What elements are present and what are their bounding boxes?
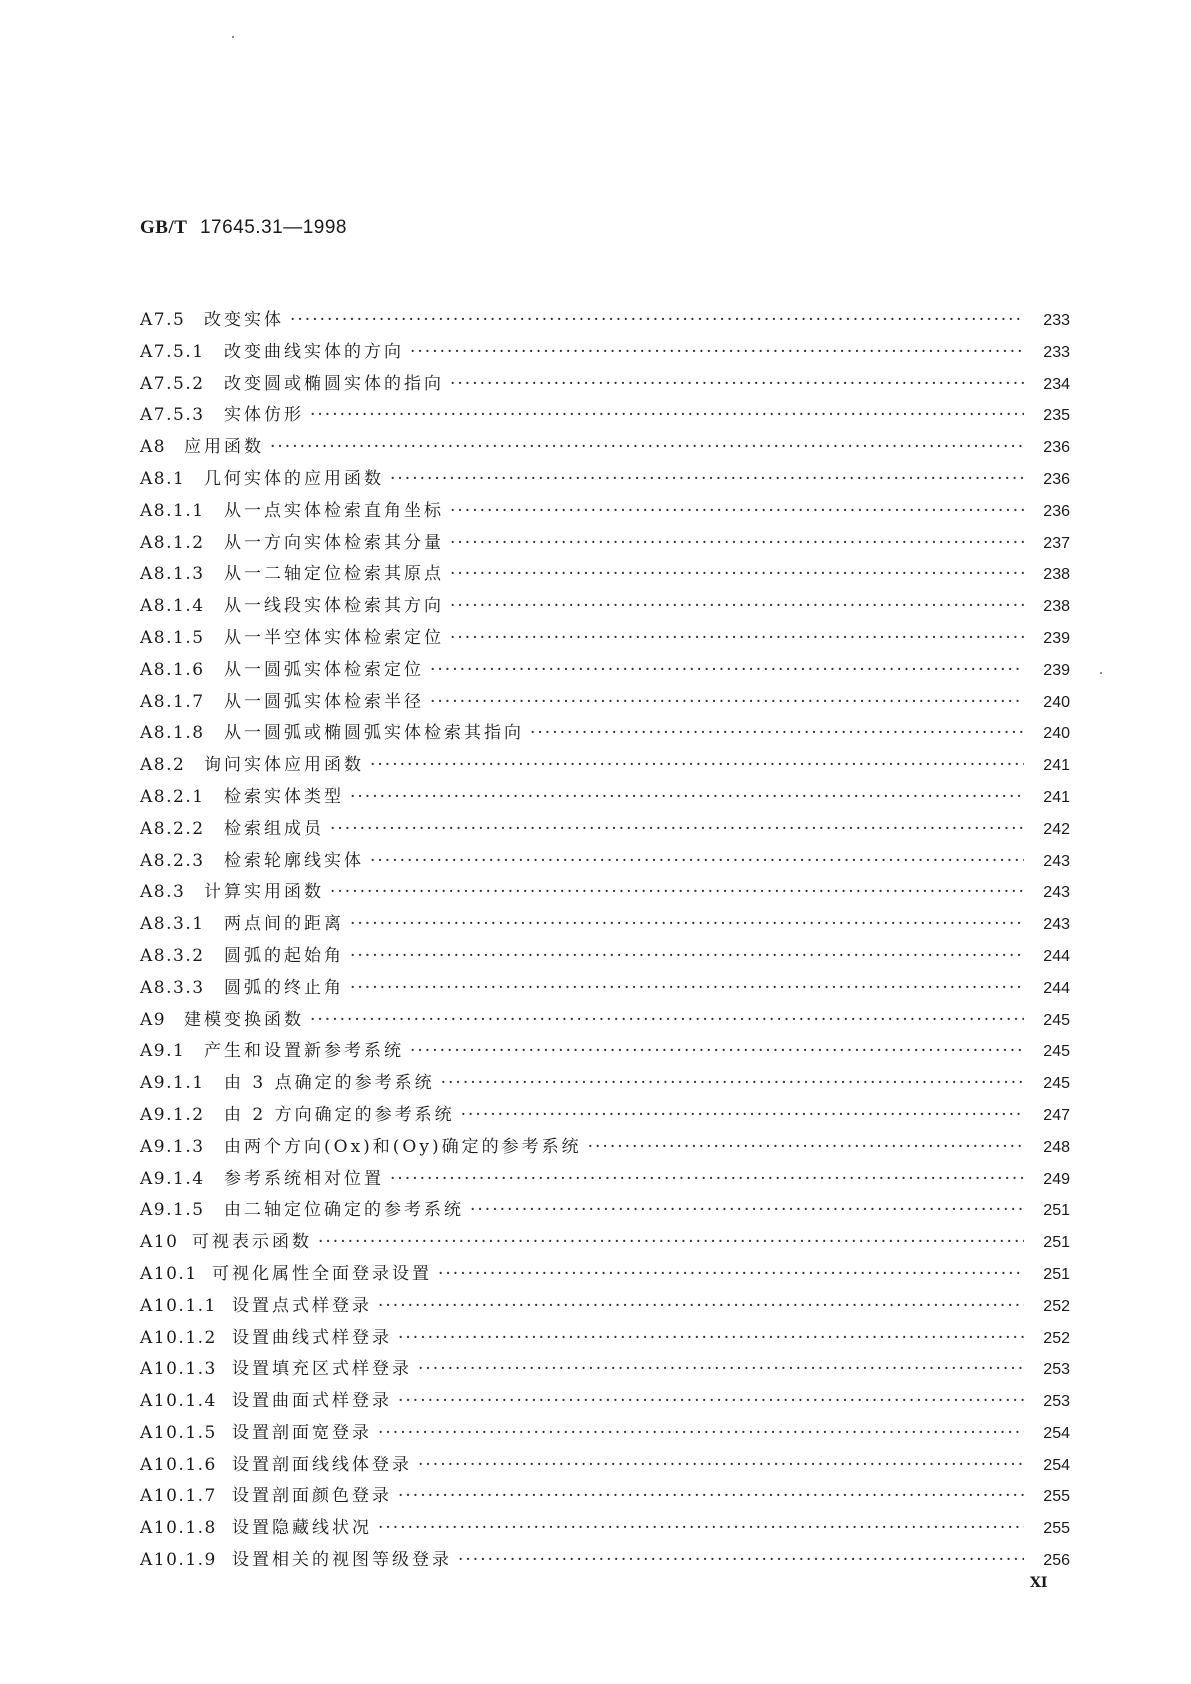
dot-leader xyxy=(350,978,1024,998)
toc-entry-number: A9.1.4 xyxy=(140,1168,205,1189)
dot-leader xyxy=(330,819,1024,839)
toc-entry-page: 240 xyxy=(1043,725,1070,743)
toc-entry[interactable] xyxy=(140,1132,1070,1164)
toc-entry-number: A8.2.2 xyxy=(140,818,205,839)
dot-leader xyxy=(398,1486,1024,1506)
toc-entry-title: 设置曲面式样登录 xyxy=(232,1391,392,1412)
toc-entry[interactable] xyxy=(140,941,1070,973)
toc-entry-number: A10.1.5 xyxy=(140,1422,217,1443)
toc-entry-number: A8.2 xyxy=(140,755,186,776)
toc-entry-number: A7.5.2 xyxy=(140,373,205,394)
toc-entry-number: A9.1.3 xyxy=(140,1136,205,1157)
toc-entry-page: 247 xyxy=(1043,1106,1070,1124)
toc-entry-page: 239 xyxy=(1043,661,1070,679)
toc-entry-title: 圆弧的起始角 xyxy=(224,945,344,966)
toc-entry[interactable] xyxy=(140,877,1070,909)
dot-leader xyxy=(370,755,1024,775)
toc-entry-title: 由两个方向(Ox)和(Oy)确定的参考系统 xyxy=(224,1136,582,1157)
toc-entry-page: 245 xyxy=(1043,1043,1070,1061)
toc-entry-number: A10.1.4 xyxy=(140,1391,217,1412)
dot-leader xyxy=(350,914,1024,934)
toc-entry-title: 设置剖面颜色登录 xyxy=(232,1486,392,1507)
toc-entry[interactable] xyxy=(140,559,1070,591)
toc-entry-page: 253 xyxy=(1043,1393,1070,1411)
toc-entry-page: 233 xyxy=(1043,343,1070,361)
dot-leader xyxy=(398,1328,1024,1348)
toc-entry-title: 改变曲线实体的方向 xyxy=(224,341,404,362)
dot-leader xyxy=(390,1169,1024,1189)
toc-entry-title: 检索组成员 xyxy=(224,818,324,839)
toc-entry-page: 238 xyxy=(1043,598,1070,616)
table-of-contents xyxy=(140,305,1070,1577)
toc-entry[interactable] xyxy=(140,1164,1070,1196)
toc-entry-number: A8.2.3 xyxy=(140,850,205,871)
dot-leader xyxy=(450,596,1024,616)
toc-entry-number: A9.1.1 xyxy=(140,1073,205,1094)
toc-entry[interactable] xyxy=(140,782,1070,814)
dot-leader xyxy=(530,723,1024,743)
toc-entry-page: 251 xyxy=(1043,1265,1070,1283)
toc-entry-page: 251 xyxy=(1043,1202,1070,1220)
toc-entry-number: A10.1 xyxy=(140,1263,198,1284)
dot-leader xyxy=(450,374,1024,394)
toc-entry-page: 243 xyxy=(1043,916,1070,934)
toc-entry-title: 从一圆弧实体检索定位 xyxy=(224,659,424,680)
dot-leader xyxy=(378,1518,1024,1538)
toc-entry[interactable] xyxy=(140,1450,1070,1482)
toc-entry-page: 244 xyxy=(1043,979,1070,997)
toc-entry[interactable] xyxy=(140,814,1070,846)
toc-entry-page: 243 xyxy=(1043,884,1070,902)
toc-entry-page: 255 xyxy=(1043,1488,1070,1506)
toc-entry-page: 252 xyxy=(1043,1329,1070,1347)
dot-leader xyxy=(390,469,1024,489)
toc-entry-title: 圆弧的终止角 xyxy=(224,977,344,998)
toc-entry-title: 几何实体的应用函数 xyxy=(204,468,384,489)
toc-entry[interactable] xyxy=(140,655,1070,687)
toc-entry-page: 236 xyxy=(1043,439,1070,457)
toc-entry-page: 236 xyxy=(1043,470,1070,488)
toc-entry-number: A8.1.4 xyxy=(140,596,205,617)
toc-entry-title: 设置剖面线线体登录 xyxy=(232,1454,412,1475)
toc-entry-page: 238 xyxy=(1043,566,1070,584)
toc-entry-page: 255 xyxy=(1043,1520,1070,1538)
dot-leader xyxy=(450,628,1024,648)
toc-entry-page: 237 xyxy=(1043,534,1070,552)
dot-leader xyxy=(410,342,1024,362)
scan-speck xyxy=(232,36,234,38)
toc-entry-number: A10.1.7 xyxy=(140,1486,217,1507)
dot-leader xyxy=(430,692,1024,712)
toc-entry-number: A8.2.1 xyxy=(140,786,205,807)
toc-entry-number: A8 xyxy=(140,437,167,458)
toc-entry[interactable] xyxy=(140,1005,1070,1037)
toc-entry[interactable] xyxy=(140,1323,1070,1355)
toc-entry[interactable] xyxy=(140,305,1070,337)
dot-leader xyxy=(350,787,1024,807)
dot-leader xyxy=(410,1041,1024,1061)
dot-leader xyxy=(450,501,1024,521)
toc-entry[interactable] xyxy=(140,1195,1070,1227)
toc-entry-title: 设置剖面宽登录 xyxy=(232,1422,372,1443)
toc-entry-page: 245 xyxy=(1043,1011,1070,1029)
toc-entry[interactable] xyxy=(140,1068,1070,1100)
dot-leader xyxy=(330,882,1024,902)
standard-type: GB/T xyxy=(140,217,188,238)
toc-entry[interactable] xyxy=(140,718,1070,750)
toc-entry[interactable] xyxy=(140,1036,1070,1068)
toc-entry-page: 244 xyxy=(1043,947,1070,965)
toc-entry-number: A10.1.9 xyxy=(140,1550,217,1571)
toc-entry-number: A7.5.1 xyxy=(140,341,205,362)
toc-entry[interactable] xyxy=(140,1513,1070,1545)
toc-entry[interactable] xyxy=(140,1259,1070,1291)
toc-entry-number: A8.3 xyxy=(140,882,186,903)
scan-speck xyxy=(1100,672,1102,674)
toc-entry-page: 240 xyxy=(1043,693,1070,711)
toc-entry-number: A8.1.5 xyxy=(140,627,205,648)
toc-entry-page: 254 xyxy=(1043,1424,1070,1442)
toc-entry-title: 改变圆或椭圆实体的指向 xyxy=(224,373,444,394)
toc-entry-title: 设置点式样登录 xyxy=(232,1295,372,1316)
dot-leader xyxy=(588,1137,1024,1157)
toc-entry-page: 233 xyxy=(1043,312,1070,329)
toc-entry[interactable] xyxy=(140,1481,1070,1513)
toc-entry[interactable] xyxy=(140,1227,1070,1259)
toc-entry-title: 从一圆弧实体检索半径 xyxy=(224,691,424,712)
running-header xyxy=(140,216,347,239)
toc-entry-page: 242 xyxy=(1043,820,1070,838)
toc-entry-title: 两点间的距离 xyxy=(224,914,344,935)
toc-entry-number: A10.1.8 xyxy=(140,1518,217,1539)
toc-entry-number: A8.1.2 xyxy=(140,532,205,553)
dot-leader xyxy=(398,1391,1024,1411)
dot-leader xyxy=(310,405,1024,425)
page-folio: XI xyxy=(1030,1575,1048,1591)
toc-entry-title: 由 3 点确定的参考系统 xyxy=(224,1073,435,1094)
toc-entry-title: 设置隐藏线状况 xyxy=(232,1518,372,1539)
toc-entry-page: 241 xyxy=(1043,757,1070,775)
toc-entry-page: 253 xyxy=(1043,1361,1070,1379)
dot-leader xyxy=(461,1105,1024,1125)
dot-leader xyxy=(441,1073,1024,1093)
toc-entry[interactable] xyxy=(140,687,1070,719)
dot-leader xyxy=(310,1010,1024,1030)
dot-leader xyxy=(430,660,1024,680)
dot-leader xyxy=(450,564,1024,584)
dot-leader xyxy=(418,1455,1024,1475)
toc-entry[interactable] xyxy=(140,1291,1070,1323)
toc-entry-page: 252 xyxy=(1043,1297,1070,1315)
toc-entry-page: 249 xyxy=(1043,1170,1070,1188)
toc-entry-number: A7.5.3 xyxy=(140,405,205,426)
toc-entry[interactable] xyxy=(140,973,1070,1005)
toc-entry-title: 可视化属性全面登录设置 xyxy=(212,1263,432,1284)
toc-entry-page: 245 xyxy=(1043,1075,1070,1093)
toc-entry-title: 设置相关的视图等级登录 xyxy=(232,1550,452,1571)
toc-entry-page: 234 xyxy=(1043,375,1070,393)
standard-number: 17645.31—1998 xyxy=(199,217,347,238)
toc-entry-page: 256 xyxy=(1043,1552,1070,1570)
toc-entry-number: A8.1.7 xyxy=(140,691,205,712)
toc-entry-page: 243 xyxy=(1043,852,1070,870)
toc-entry-number: A8.1 xyxy=(140,468,186,489)
toc-entry-number: A9 xyxy=(140,1009,167,1030)
toc-entry[interactable] xyxy=(140,1386,1070,1418)
toc-entry-number: A8.1.6 xyxy=(140,659,205,680)
toc-entry-title: 实体仿形 xyxy=(224,405,304,426)
toc-entry-title: 应用函数 xyxy=(184,437,264,458)
dot-leader xyxy=(470,1200,1024,1220)
toc-entry-number: A7.5 xyxy=(140,310,186,330)
toc-entry-title: 从一圆弧或椭圆弧实体检索其指向 xyxy=(224,723,524,744)
toc-entry-number: A9.1.2 xyxy=(140,1104,205,1125)
toc-entry[interactable] xyxy=(140,591,1070,623)
toc-entry-page: 254 xyxy=(1043,1456,1070,1474)
toc-entry-number: A8.1.8 xyxy=(140,723,205,744)
toc-entry-number: A10.1.6 xyxy=(140,1454,217,1475)
toc-entry-number: A8.1.1 xyxy=(140,500,205,521)
toc-entry-page: 239 xyxy=(1043,629,1070,647)
toc-entry-title: 询问实体应用函数 xyxy=(204,755,364,776)
toc-entry-title: 设置曲线式样登录 xyxy=(232,1327,392,1348)
toc-entry-title: 参考系统相对位置 xyxy=(224,1168,384,1189)
toc-entry[interactable] xyxy=(140,846,1070,878)
dot-leader xyxy=(270,437,1024,457)
toc-entry-title: 从一点实体检索直角坐标 xyxy=(224,500,444,521)
toc-entry-title: 由 2 方向确定的参考系统 xyxy=(224,1104,455,1125)
dot-leader xyxy=(450,533,1024,553)
toc-entry[interactable] xyxy=(140,750,1070,782)
toc-entry-title: 从一线段实体检索其方向 xyxy=(224,596,444,617)
toc-entry[interactable] xyxy=(140,400,1070,432)
toc-entry-number: A8.3.2 xyxy=(140,945,205,966)
toc-entry[interactable] xyxy=(140,1354,1070,1386)
toc-entry-number: A8.3.3 xyxy=(140,977,205,998)
toc-entry-page: 251 xyxy=(1043,1234,1070,1252)
toc-entry-title: 改变实体 xyxy=(204,310,284,330)
dot-leader xyxy=(378,1296,1024,1316)
toc-entry-number: A10.1.1 xyxy=(140,1295,217,1316)
toc-entry-number: A8.3.1 xyxy=(140,914,205,935)
toc-entry[interactable] xyxy=(140,1100,1070,1132)
toc-entry-page: 236 xyxy=(1043,502,1070,520)
toc-entry-title: 从一方向实体检索其分量 xyxy=(224,532,444,553)
dot-leader xyxy=(370,851,1024,871)
toc-entry[interactable] xyxy=(140,528,1070,560)
dot-leader xyxy=(318,1232,1024,1252)
dot-leader xyxy=(438,1264,1024,1284)
toc-entry[interactable] xyxy=(140,623,1070,655)
toc-entry-page: 235 xyxy=(1043,407,1070,425)
toc-entry-title: 检索实体类型 xyxy=(224,786,344,807)
toc-entry-title: 设置填充区式样登录 xyxy=(232,1359,412,1380)
toc-entry[interactable] xyxy=(140,464,1070,496)
dot-leader xyxy=(290,310,1024,330)
toc-entry-title: 计算实用函数 xyxy=(204,882,324,903)
toc-entry-title: 从一二轴定位检索其原点 xyxy=(224,564,444,585)
toc-entry[interactable] xyxy=(140,1418,1070,1450)
toc-entry-title: 从一半空体实体检索定位 xyxy=(224,627,444,648)
toc-entry-title: 产生和设置新参考系统 xyxy=(204,1041,404,1062)
toc-entry-number: A10.1.2 xyxy=(140,1327,217,1348)
toc-entry-number: A9.1 xyxy=(140,1041,186,1062)
toc-entry[interactable] xyxy=(140,337,1070,369)
dot-leader xyxy=(350,946,1024,966)
toc-entry[interactable] xyxy=(140,909,1070,941)
dot-leader xyxy=(378,1423,1024,1443)
toc-entry-number: A10 xyxy=(140,1232,179,1253)
dot-leader xyxy=(418,1359,1024,1379)
toc-entry-number: A10.1.3 xyxy=(140,1359,217,1380)
toc-entry-title: 检索轮廓线实体 xyxy=(224,850,364,871)
toc-entry-title: 由二轴定位确定的参考系统 xyxy=(224,1200,464,1221)
dot-leader xyxy=(458,1550,1024,1570)
toc-entry[interactable] xyxy=(140,1545,1070,1577)
toc-entry[interactable] xyxy=(140,432,1070,464)
toc-entry-title: 建模变换函数 xyxy=(184,1009,304,1030)
toc-entry[interactable] xyxy=(140,496,1070,528)
toc-entry-page: 241 xyxy=(1043,788,1070,806)
toc-entry-number: A8.1.3 xyxy=(140,564,205,585)
toc-entry[interactable] xyxy=(140,369,1070,401)
toc-entry-page: 248 xyxy=(1043,1138,1070,1156)
toc-entry-number: A9.1.5 xyxy=(140,1200,205,1221)
toc-entry-title: 可视表示函数 xyxy=(192,1232,312,1253)
